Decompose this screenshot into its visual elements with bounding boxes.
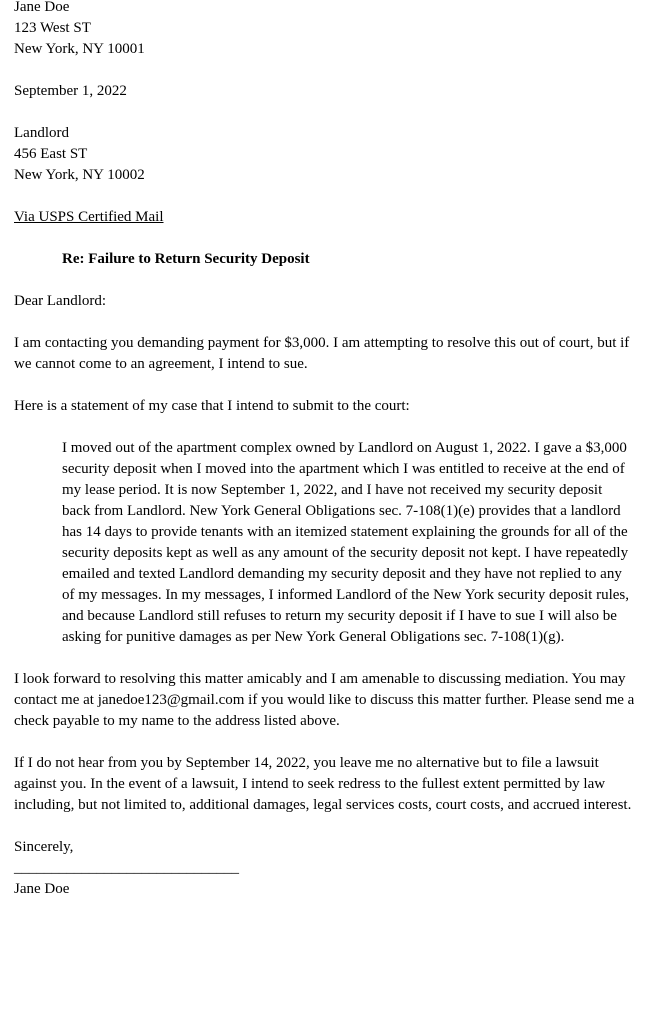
paragraph-resolution: I look forward to resolving this matter amicably and I am amenable to discussing mediation. You may contact me at janedoe123@gmail.com if you would like to discuss this matter further. Please send me a check payable to my name to the address listed above.: [14, 671, 635, 729]
salutation-text: Dear Landlord:: [14, 293, 107, 309]
delivery-method: [14, 207, 644, 228]
recipient-city-line: New York, NY 10002: [14, 167, 145, 183]
recipient-street: 456 East ST: [14, 146, 88, 162]
sender-address: [14, 0, 644, 60]
signature-line: ______________________________: [14, 860, 239, 876]
statement-of-case-blockquote: I moved out of the apartment complex owned by Landlord on August 1, 2022. I gave a $3,000 security deposit when I moved into the apartment which I was entitled to receive at the end of my lease period. It is now September 1, 2022, and I have not received my security deposit back from Landlord. New York General Obligations sec. 7-108(1)(e) provides that a landlord has 14 days to provide tenants with an itemized statement explaining the grounds for all of the security deposits kept as well as any amount of the security deposit not kept. I have repeatedly emailed and texted Landlord demanding my security deposit and they have not replied to any of my messages. In my messages, I informed Landlord of the New York security deposit rules, and because Landlord still refuses to return my security deposit if I have to sue I will also be asking for punitive damages as per New York General Obligations sec. 7-108(1)(g).: [62, 440, 629, 645]
sender-city-line: New York, NY 10001: [14, 41, 145, 57]
sender-name: Jane Doe: [14, 0, 70, 15]
recipient-name: Landlord: [14, 125, 69, 141]
subject-line: Re: Failure to Return Security Deposit: [62, 251, 310, 267]
demand-letter: [14, 0, 644, 900]
paragraph-statement-intro: Here is a statement of my case that I intend to submit to the court:: [14, 398, 410, 414]
closing-text: Sincerely,: [14, 839, 74, 855]
paragraph-deadline: If I do not hear from you by September 14, 2022, you leave me no alternative but to file a lawsuit against you. In the event of a lawsuit, I intend to seek redress to the fullest extent permitted by law including, but not limited to, additional damages, legal services costs, court costs, and accrued interest.: [14, 755, 632, 813]
sender-street: 123 West ST: [14, 20, 91, 36]
letter-date: [14, 81, 644, 102]
date-text: September 1, 2022: [14, 83, 127, 99]
recipient-address: [14, 123, 644, 186]
paragraph-demand: I am contacting you demanding payment for $3,000. I am attempting to resolve this out of court, but if we cannot come to an agreement, I intend to sue.: [14, 335, 630, 372]
delivery-method-text: Via USPS Certified Mail: [14, 209, 164, 225]
signer-name: Jane Doe: [14, 881, 70, 897]
salutation: [14, 291, 644, 312]
closing: [14, 837, 644, 900]
